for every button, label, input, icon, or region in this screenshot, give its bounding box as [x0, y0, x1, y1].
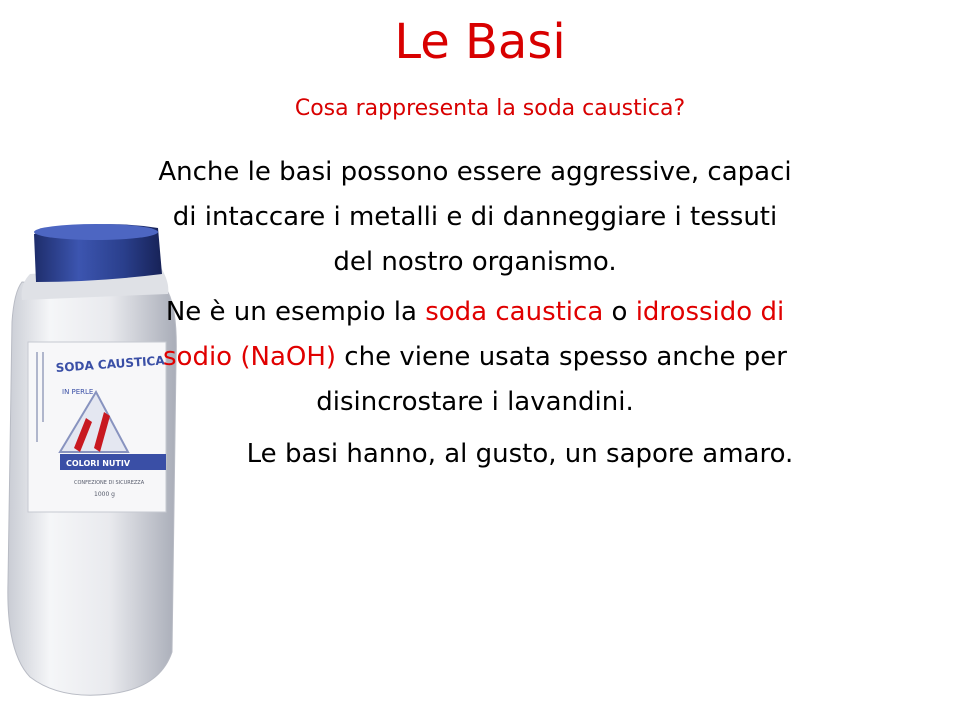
- paragraph1-line2: di intaccare i metalli e di danneggiare i tessuti: [172, 202, 778, 232]
- label-weight-text: 1000 g: [94, 491, 115, 498]
- paragraph-soda-caustica-example: [40, 290, 910, 425]
- paragraph2-line1: [40, 290, 910, 335]
- paragraph2-line3: disincrostare i lavandini.: [316, 387, 634, 417]
- term-soda-caustica: soda caustica: [425, 297, 604, 327]
- label-sub-text: IN PERLE: [62, 388, 94, 396]
- label-info-text: CONFEZIONE DI SICUREZZA: [74, 480, 145, 486]
- paragraph2-post: che viene usata spesso anche per: [336, 342, 787, 372]
- term-sodio-naoh: sodio (NaOH): [163, 342, 337, 372]
- paragraph2-line2: [40, 335, 910, 380]
- paragraph2-mid: o: [603, 297, 636, 327]
- term-idrossido-di: idrossido di: [635, 297, 785, 327]
- paragraph-bases-aggressive: [40, 150, 910, 285]
- paragraph-bitter-taste: Le basi hanno, al gusto, un sapore amaro.: [246, 439, 794, 469]
- label-brand-text: SODA CAUSTICA: [55, 353, 166, 375]
- label-side-lines: [36, 352, 38, 442]
- paragraph1-line3: del nostro organismo.: [333, 247, 617, 277]
- paragraph2-pre: Ne è un esempio la: [165, 297, 426, 327]
- paragraph1-line1: Anche le basi possono essere aggressive, capaci: [158, 157, 792, 187]
- slide-title: Le Basi: [394, 14, 566, 70]
- slide-subtitle: Cosa rappresenta la soda caustica?: [294, 96, 686, 121]
- label-logo-text: COLORI NUTIV: [66, 459, 131, 468]
